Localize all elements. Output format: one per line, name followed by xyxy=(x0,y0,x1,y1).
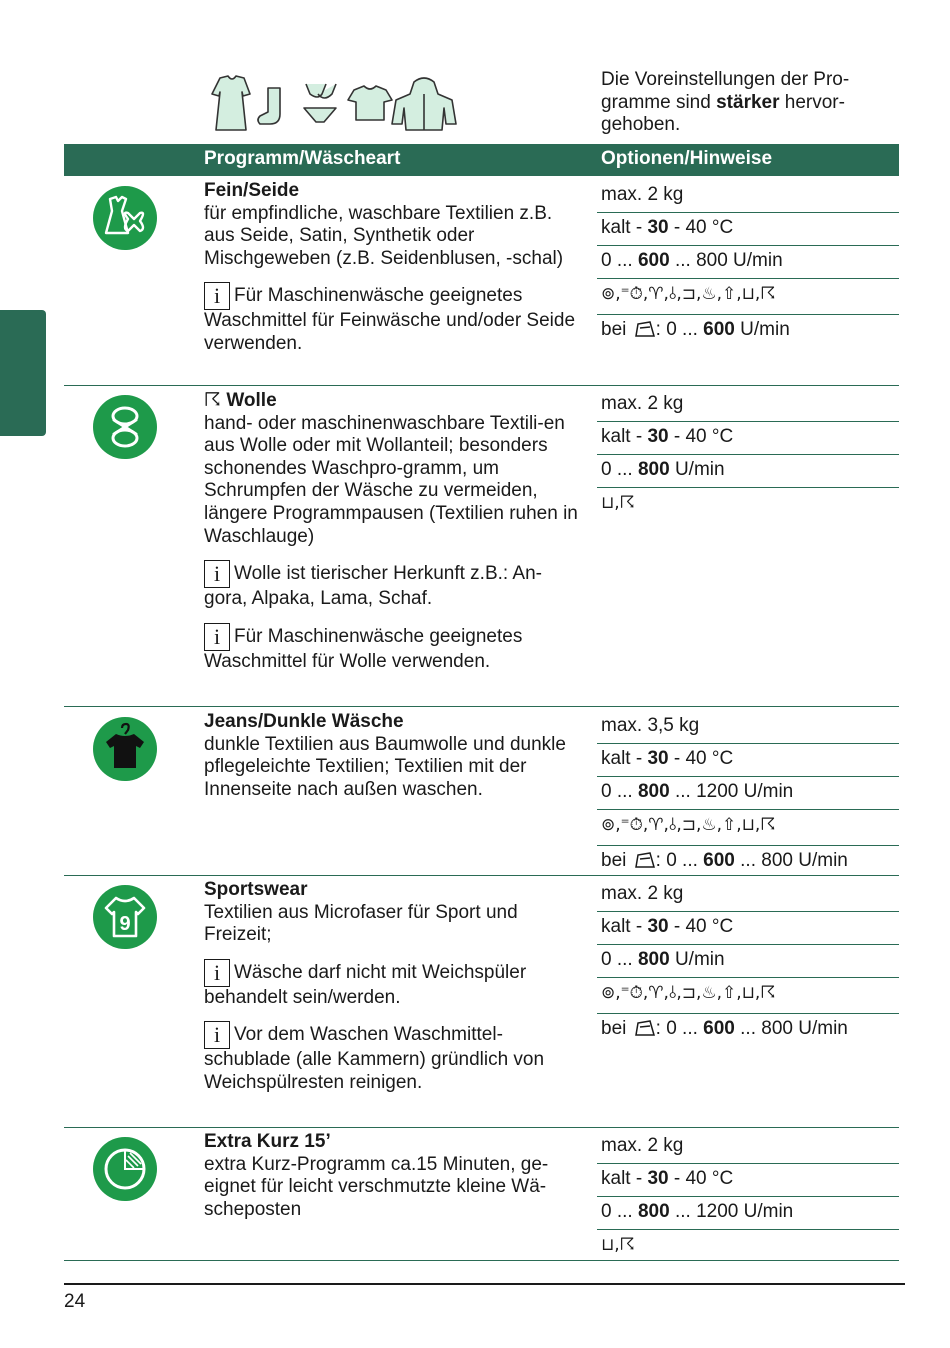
spin-range: 0 ... 800 ... 1200 U/min xyxy=(597,1197,899,1230)
program-text xyxy=(204,711,584,801)
iron-spin-range: bei : 0 ... 600 U/min xyxy=(601,319,790,340)
max-load: max. 2 kg xyxy=(597,1131,899,1164)
temperature-range: kalt - 30 - 40 °C xyxy=(597,1164,899,1197)
temperature-range: kalt - 30 - 40 °C xyxy=(597,744,899,777)
sportswear-icon xyxy=(92,884,158,950)
info-icon: i xyxy=(204,282,230,310)
program-options xyxy=(597,389,899,521)
option-symbols: ⊔,☈ xyxy=(601,1235,635,1255)
program-text xyxy=(204,879,584,1095)
footer-rule xyxy=(64,1283,905,1285)
extra-short-15-icon xyxy=(92,1136,158,1202)
intro-text: Die Voreinstellungen der Pro- gramme sind stärker hervor- gehoben. xyxy=(601,69,850,136)
clothing-types-icon xyxy=(206,74,466,134)
program-text xyxy=(204,1131,584,1221)
row-divider xyxy=(64,1260,899,1261)
program-title: Sportswear xyxy=(204,879,308,900)
program-options xyxy=(597,879,899,1047)
jeans-dark-icon xyxy=(92,716,158,782)
chapter-tab-marker xyxy=(0,310,46,436)
option-symbols: ⊔,☈ xyxy=(601,493,635,513)
iron-spin-range: bei : 0 ... 600 ... 800 U/min xyxy=(601,1018,848,1039)
program-text xyxy=(204,180,584,356)
program-options xyxy=(597,180,899,348)
svg-text:9: 9 xyxy=(119,913,131,935)
program-title: Jeans/Dunkle Wäsche xyxy=(204,711,404,732)
iron-spin-range: bei : 0 ... 600 ... 800 U/min xyxy=(601,850,848,871)
max-load: max. 3,5 kg xyxy=(597,711,899,744)
row-divider xyxy=(64,385,899,386)
easy-iron-icon xyxy=(632,320,656,338)
program-description: dunkle Textilien aus Baumwolle und dunkle pflegeleichte Textilien; Textilien mit der Innenseite nach außen waschen. xyxy=(204,733,566,800)
row-divider xyxy=(64,875,899,876)
program-options xyxy=(597,1131,899,1263)
info-icon: i xyxy=(204,560,230,588)
intro-bold: stärker xyxy=(716,91,780,113)
info-note: i Wäsche darf nicht mit Weichspüler behandelt sein/werden. xyxy=(204,959,527,1008)
spin-range: 0 ... 800 U/min xyxy=(597,945,899,978)
max-load: max. 2 kg xyxy=(597,879,899,912)
easy-iron-icon xyxy=(632,1019,656,1037)
option-symbols: ⊚,⁼⏱,♈,⫰,⊐,♨,⇧,⊔,☈ xyxy=(597,810,899,846)
spin-range: 0 ... 600 ... 800 U/min xyxy=(597,246,899,279)
program-description: für empfindliche, waschbare Textilien z.B. aus Seide, Satin, Synthetik oder Mischgeweben (z.B. Seidenblusen, -schal) xyxy=(204,202,564,269)
wool-icon xyxy=(92,394,158,460)
max-load: max. 2 kg xyxy=(597,180,899,213)
program-options xyxy=(597,711,899,879)
program-title: Extra Kurz 15’ xyxy=(204,1131,331,1152)
program-description: hand- oder maschinenwaschbare Textili-en aus Wolle oder mit Wollanteil; besonders schonendes Waschpro-gramm, um Schrumpfen der Wäsche zu vermeiden, längere Programmpausen (Textilien ruhen in Waschlauge) xyxy=(204,412,578,547)
hand-wash-icon: ☈ xyxy=(204,389,222,411)
option-symbols: ⊚,⁼⏱,♈,⫰,⊐,♨,⇧,⊔,☈ xyxy=(597,978,899,1014)
temperature-range: kalt - 30 - 40 °C xyxy=(597,422,899,455)
table-header xyxy=(64,144,899,176)
delicate-silk-icon xyxy=(92,185,158,251)
row-divider xyxy=(64,706,899,707)
temperature-range: kalt - 30 - 40 °C xyxy=(597,213,899,246)
program-title: Fein/Seide xyxy=(204,180,300,201)
info-icon: i xyxy=(204,623,230,651)
max-load: max. 2 kg xyxy=(597,389,899,422)
option-symbols: ⊚,⁼⏱,♈,⫰,⊐,♨,⇧,⊔,☈ xyxy=(597,279,899,315)
program-description: Textilien aus Microfaser für Sport und Freizeit; xyxy=(204,901,518,946)
info-note: i Vor dem Waschen Waschmittel-schublade (alle Kammern) gründlich von Weichspülresten reinigen. xyxy=(204,1022,545,1093)
info-note: i Wolle ist tierischer Herkunft z.B.: An-gora, Alpaka, Lama, Schaf. xyxy=(204,561,542,610)
program-text xyxy=(204,389,584,673)
easy-iron-icon xyxy=(632,851,656,869)
program-title: ☈ Wolle xyxy=(204,389,277,411)
program-description: extra Kurz-Programm ca.15 Minuten, ge-eignet für leicht verschmutzte kleine Wä-scheposten xyxy=(204,1153,549,1220)
page-number: 24 xyxy=(64,1291,86,1312)
info-note: i Für Maschinenwäsche geeignetes Waschmittel für Wolle verwenden. xyxy=(204,623,523,672)
temperature-range: kalt - 30 - 40 °C xyxy=(597,912,899,945)
row-divider xyxy=(64,1127,899,1128)
spin-range: 0 ... 800 U/min xyxy=(597,455,899,488)
col-options-header: Optionen/Hinweise xyxy=(601,148,773,169)
info-icon: i xyxy=(204,959,230,987)
info-icon: i xyxy=(204,1021,230,1049)
info-note: i Für Maschinenwäsche geeignetes Waschmittel für Feinwäsche und/oder Seide verwenden. xyxy=(204,283,576,354)
spin-range: 0 ... 800 ... 1200 U/min xyxy=(597,777,899,810)
col-program-header: Programm/Wäscheart xyxy=(204,148,401,169)
